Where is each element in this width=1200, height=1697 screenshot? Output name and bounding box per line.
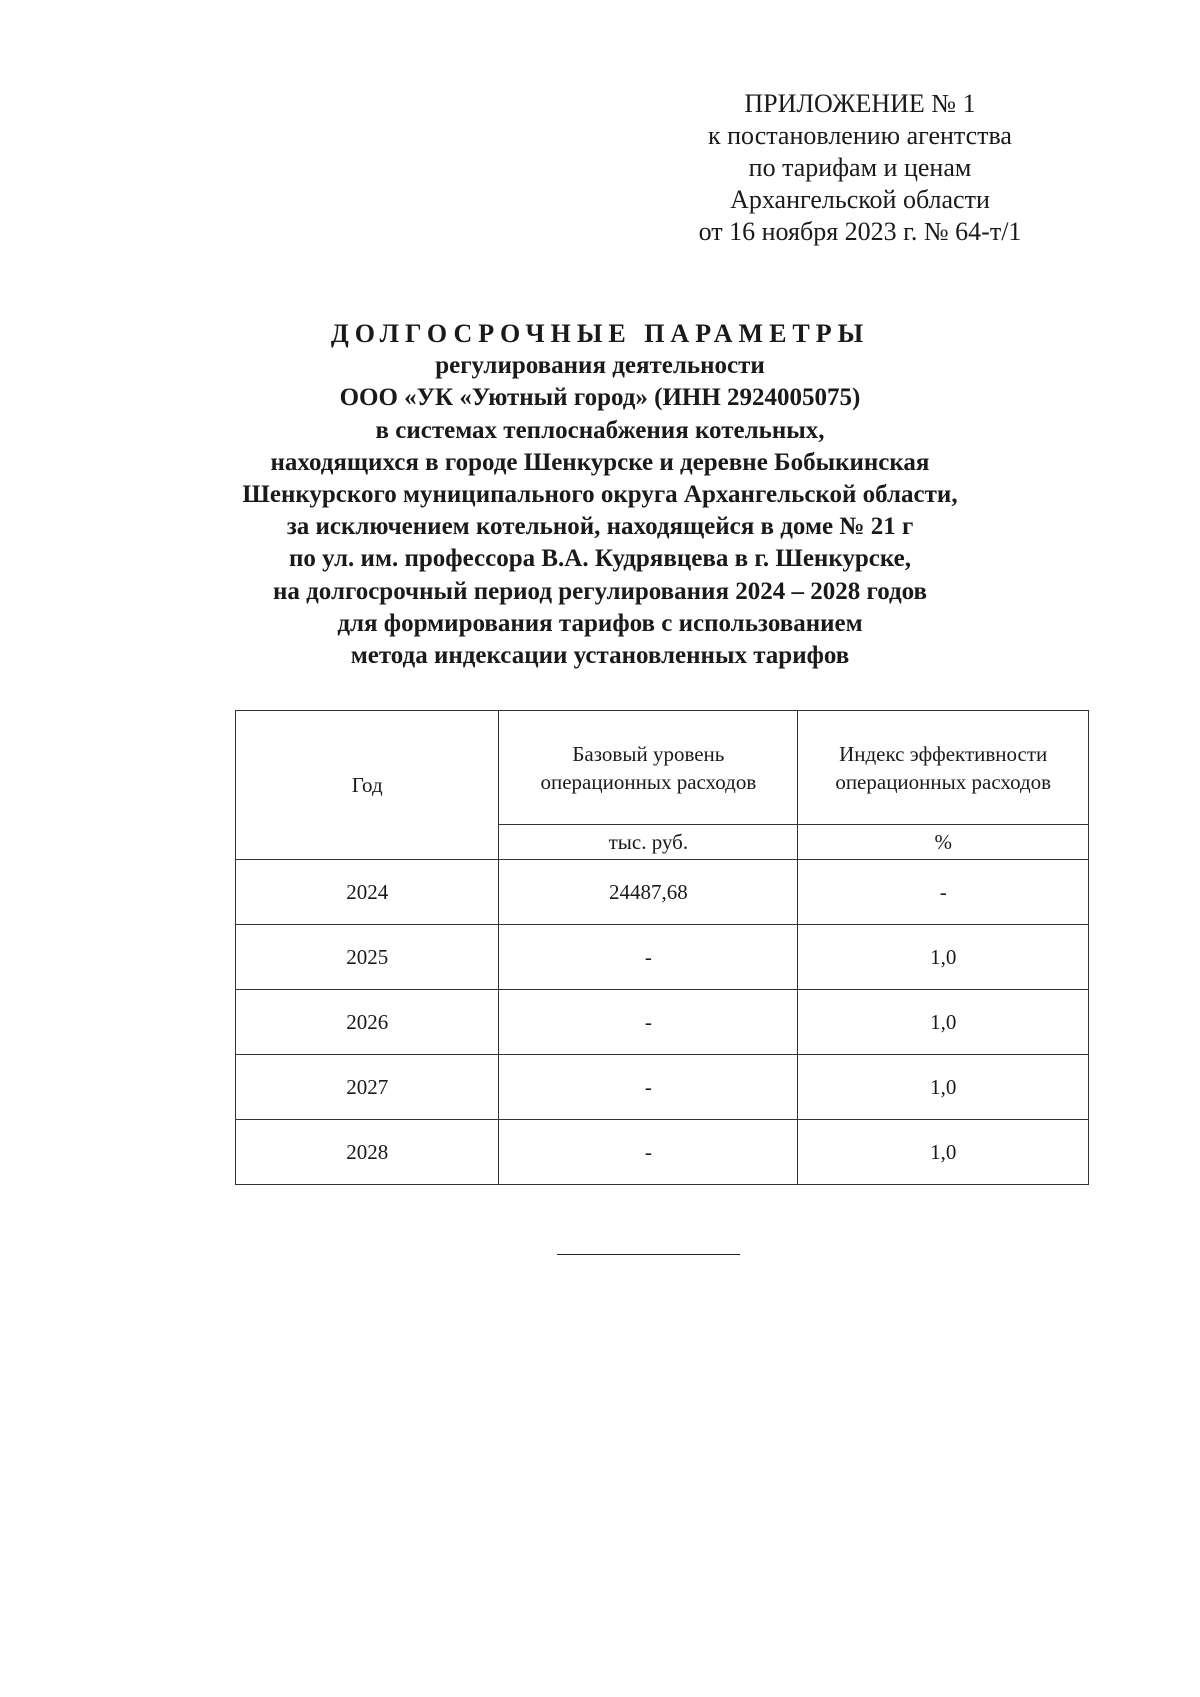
title-line: находящихся в городе Шенкурске и деревне Бобыкинская xyxy=(270,448,930,476)
unit-base-level: тыс. руб. xyxy=(499,825,798,860)
cell-year: 2027 xyxy=(236,1055,499,1120)
cell-year: 2025 xyxy=(236,925,499,990)
closing-divider xyxy=(557,1254,740,1255)
title-line: регулирования деятельности xyxy=(435,352,765,380)
document-title xyxy=(150,318,1050,672)
header-year: Год xyxy=(236,711,499,860)
cell-base-level: - xyxy=(499,990,798,1055)
title-line: Шенкурского муниципального округа Архангельской области, xyxy=(242,481,958,509)
cell-year: 2028 xyxy=(236,1120,499,1185)
appendix-number: ПРИЛОЖЕНИЕ № 1 xyxy=(744,89,976,118)
header-base-level: Базовый уровень операционных расходов xyxy=(499,711,798,825)
title-line: ООО «УК «Уютный город» (ИНН 2924005075) xyxy=(339,384,861,412)
title-line: в системах теплоснабжения котельных, xyxy=(375,416,825,444)
table-row xyxy=(236,990,1089,1055)
cell-year: 2024 xyxy=(236,860,499,925)
title-line: по ул. им. профессора В.А. Кудрявцева в г. Шенкурске, xyxy=(289,545,911,573)
cell-efficiency-index: 1,0 xyxy=(798,990,1089,1055)
cell-efficiency-index: - xyxy=(798,860,1089,925)
cell-base-level: 24487,68 xyxy=(499,860,798,925)
table-header-row xyxy=(236,711,1089,825)
header-efficiency-index: Индекс эффективности операционных расходов xyxy=(798,711,1089,825)
cell-efficiency-index: 1,0 xyxy=(798,925,1089,990)
appendix-line: к постановлению агентства xyxy=(708,121,1012,150)
title-line: на долгосрочный период регулирования 2024 – 2028 годов xyxy=(272,577,928,605)
title-line: для формирования тарифов с использованием xyxy=(337,609,863,637)
appendix-line: Архангельской области xyxy=(730,185,990,214)
title-heading: ДОЛГОСРОЧНЫЕ ПАРАМЕТРЫ xyxy=(330,319,870,348)
cell-base-level: - xyxy=(499,1120,798,1185)
title-line: метода индексации установленных тарифов xyxy=(350,642,850,670)
table-row xyxy=(236,925,1089,990)
cell-year: 2026 xyxy=(236,990,499,1055)
cell-efficiency-index: 1,0 xyxy=(798,1120,1089,1185)
cell-efficiency-index: 1,0 xyxy=(798,1055,1089,1120)
table-row xyxy=(236,860,1089,925)
cell-base-level: - xyxy=(499,1055,798,1120)
appendix-line: по тарифам и ценам xyxy=(748,153,972,182)
appendix-date: от 16 ноября 2023 г. № 64-т/1 xyxy=(698,217,1022,246)
parameters-table xyxy=(235,710,1089,1185)
cell-base-level: - xyxy=(499,925,798,990)
appendix-reference xyxy=(660,88,1060,248)
table-row xyxy=(236,1055,1089,1120)
table-row xyxy=(236,1120,1089,1185)
unit-efficiency-index: % xyxy=(798,825,1089,860)
title-line: за исключением котельной, находящейся в доме № 21 г xyxy=(286,513,914,541)
